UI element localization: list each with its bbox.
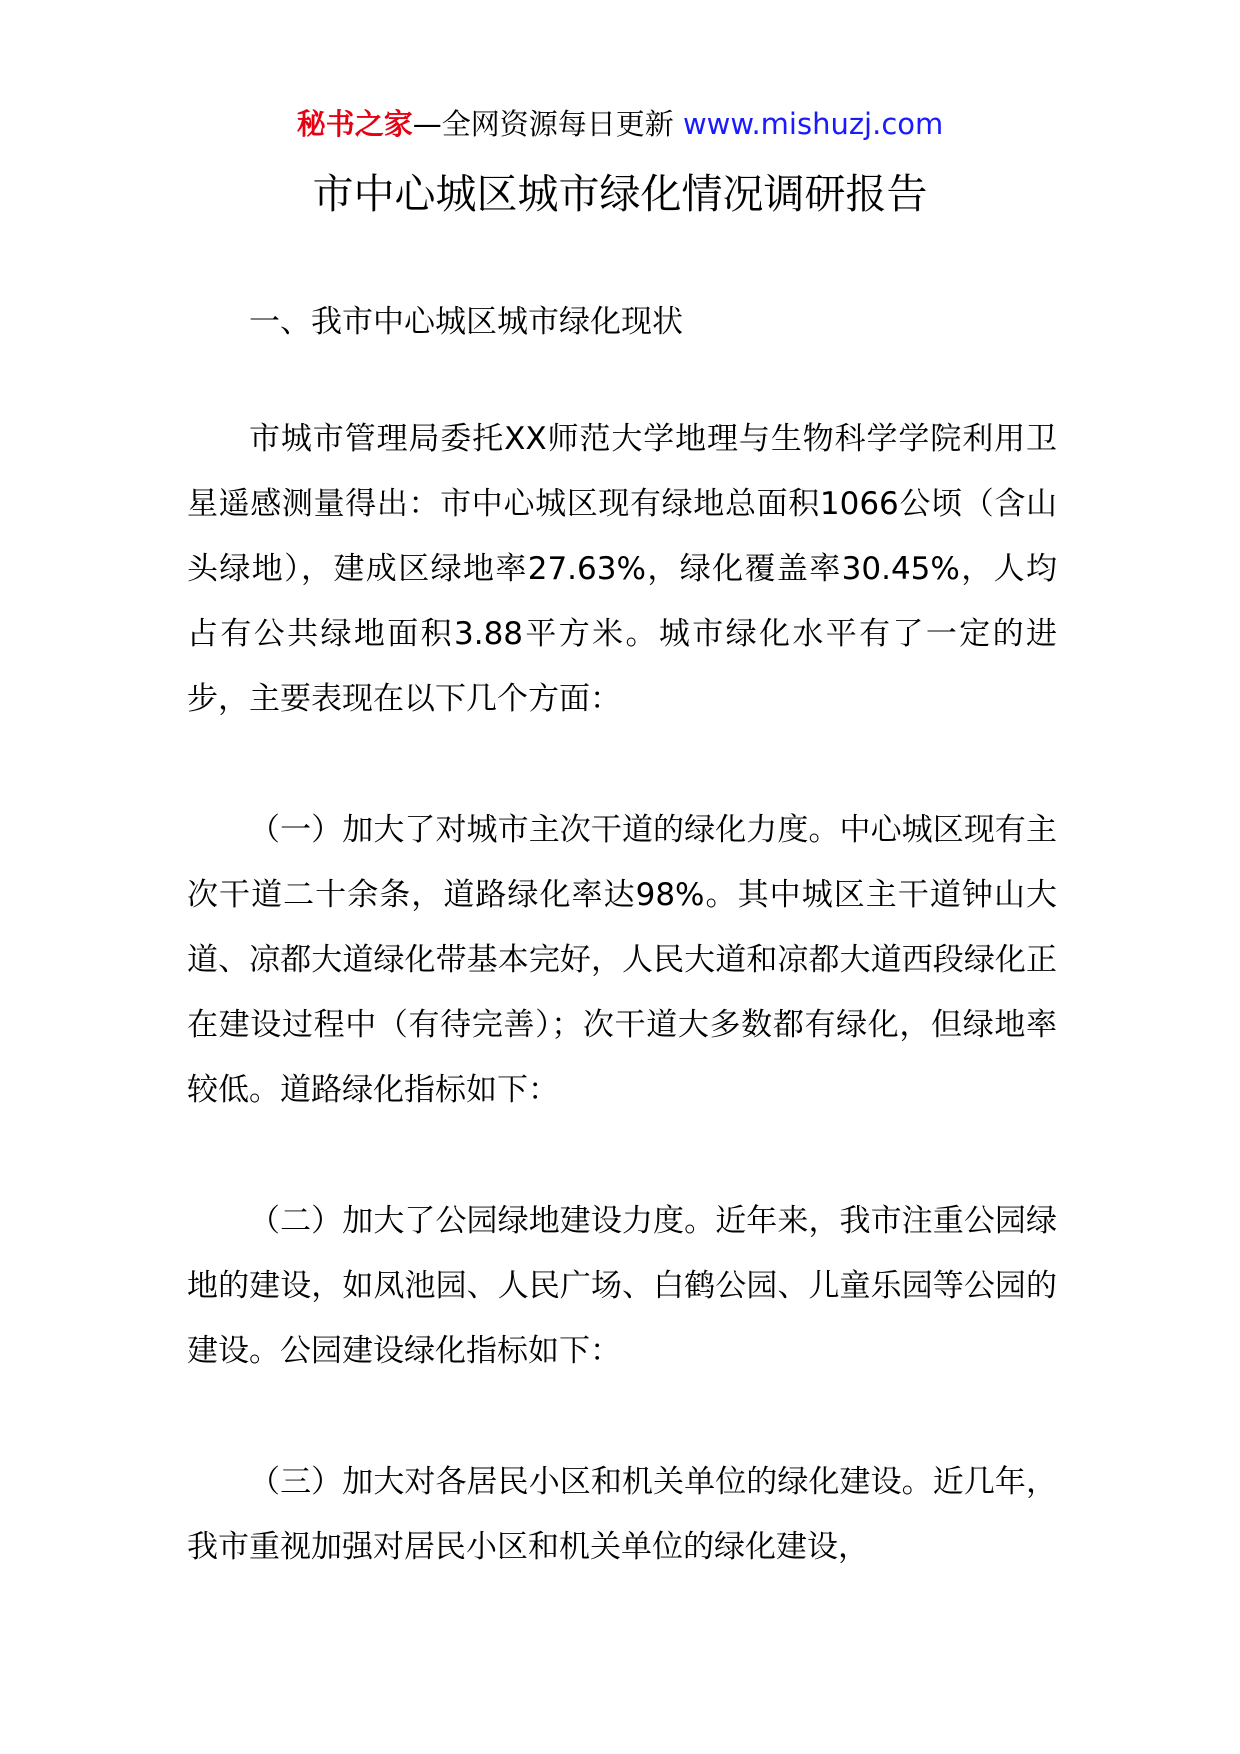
site-header (0, 104, 1240, 144)
paragraph-intro: 市城市管理局委托XX师范大学地理与生物科学学院利用卫星遥感测量得出：市中心城区现有绿地总面积1066公顷（含山头绿地），建成区绿地率27.63%，绿化覆盖率30.45%，人均占有公共绿地面积3.88平方米。城市绿化水平有了一定的进步，主要表现在以下几个方面： (187, 421, 1057, 717)
brand-name: 秘书之家 (296, 107, 413, 141)
paragraph-roads: （一）加大了对城市主次干道的绿化力度。中心城区现有主次干道二十余条，道路绿化率达98%。其中城区主干道钟山大道、凉都大道绿化带基本完好，人民大道和凉都大道西段绿化正在建设过程中（有待完善）；次干道大多数都有绿化，但绿地率较低。道路绿化指标如下： (187, 812, 1057, 1108)
paragraph-parks: （二）加大了公园绿地建设力度。近年来，我市注重公园绿地的建设，如凤池园、人民广场、白鹤公园、儿童乐园等公园的建设。公园建设绿化指标如下： (187, 1203, 1057, 1369)
paragraph-residential: （三）加大对各居民小区和机关单位的绿化建设。近几年，我市重视加强对居民小区和机关单位的绿化建设， (187, 1464, 1057, 1565)
section-heading: 一、我市中心城区城市绿化现状 (249, 304, 683, 340)
header-tagline: —全网资源每日更新 (412, 107, 683, 141)
document-title: 市中心城区城市绿化情况调研报告 (312, 170, 928, 218)
site-url-link[interactable]: www.mishuzj.com (682, 107, 944, 141)
document-body (187, 290, 1057, 1646)
